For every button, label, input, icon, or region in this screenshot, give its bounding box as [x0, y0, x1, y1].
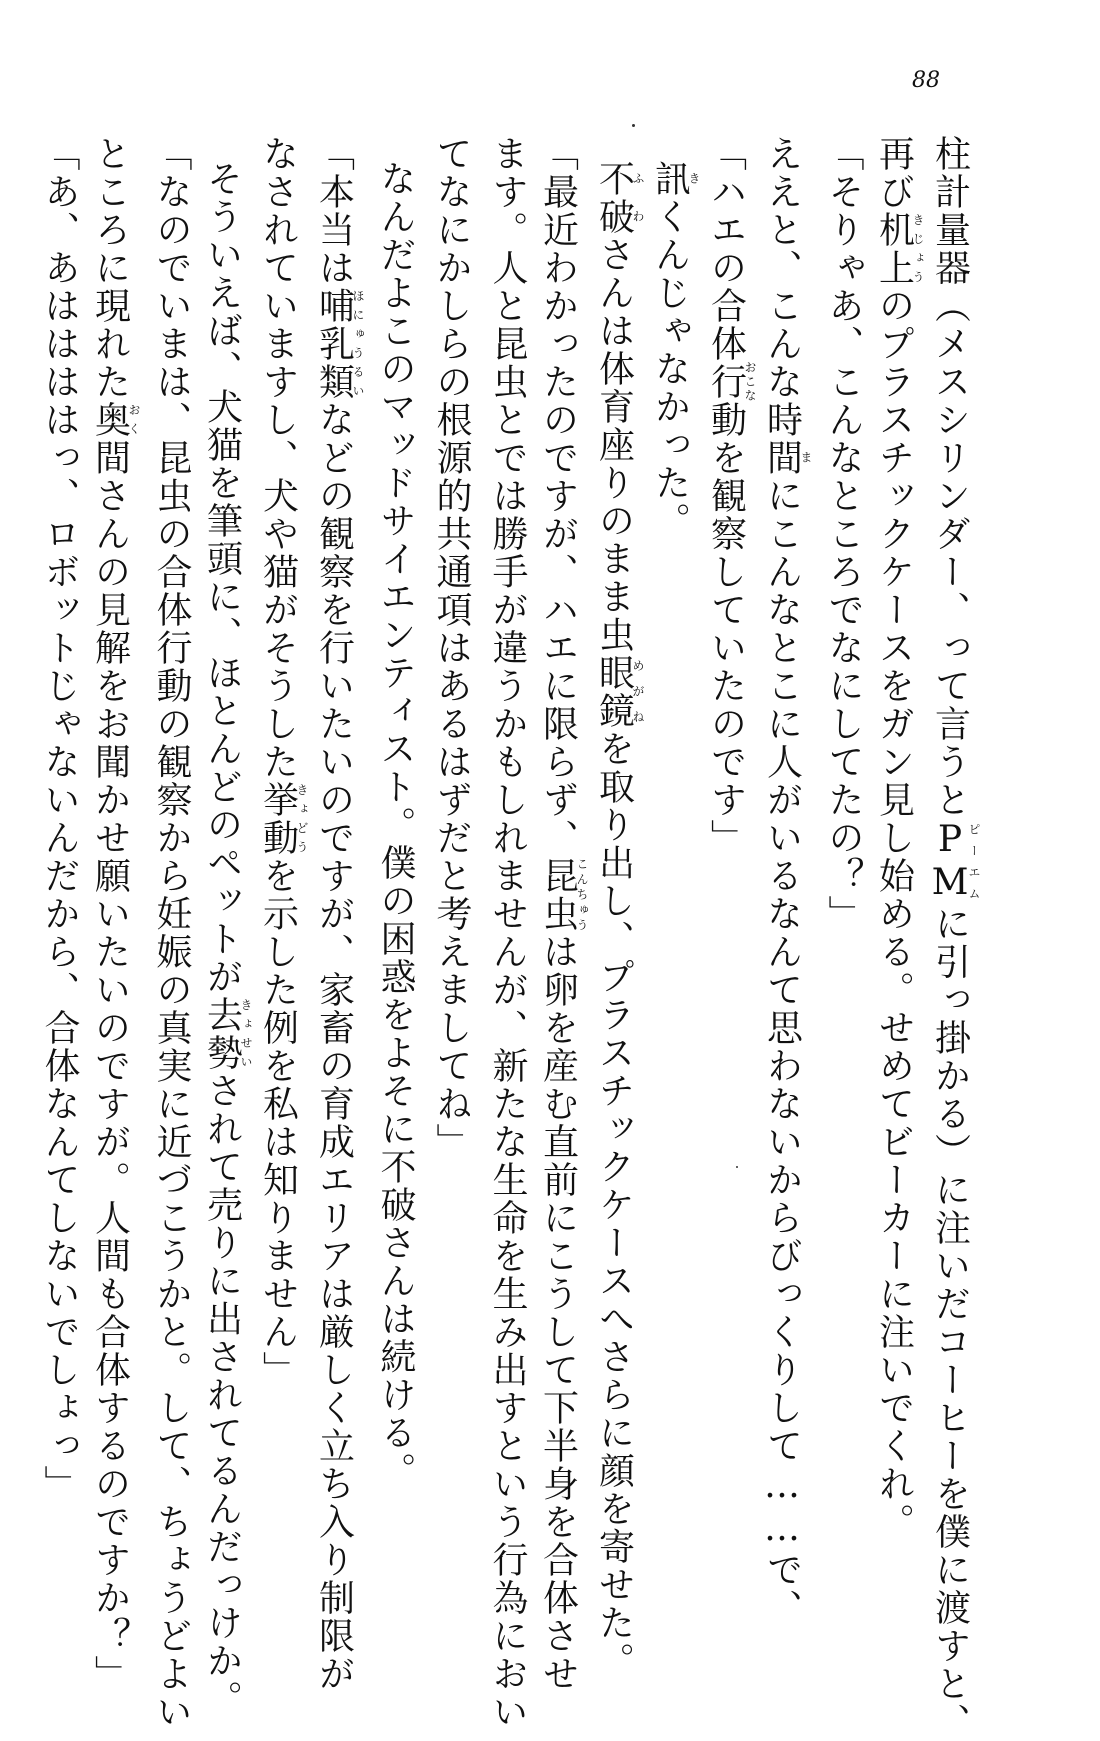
- scan-speck: [736, 1166, 738, 1168]
- ruby-annotation: 間ま: [761, 439, 813, 477]
- ruby-annotation: 挙動きょどう: [257, 781, 309, 857]
- text-line: 「あ、あははははっ、ロボットじゃないんだから、合体なんてしないでしょっ」: [39, 135, 80, 1503]
- text-line: ます。人と昆虫とでは勝手が違うかもしれませんが、新たな生命を生み出すという行為におい: [487, 135, 528, 1731]
- text-line: なんだよこのマッドサイエンティスト。僕の困惑をよそに不破さんは続ける。: [375, 160, 416, 1490]
- text-line: 「最近わかったのですが、ハエに限らず、昆虫こんちゅうは卵を産む直前にこうして下半身を合体させ: [537, 135, 589, 1693]
- ruby-annotation: 訊き: [649, 160, 701, 198]
- ruby-annotation: 哺乳類ほにゅうるい: [313, 287, 365, 401]
- ruby-annotation: 行おこな: [705, 361, 757, 403]
- text-line: 柱計量器（メスシリンダー、って言うとPMピーエムに引っ掛かる）に注いだコーヒーを僕に渡すと、: [929, 135, 981, 1741]
- text-line: ええと、こんな時間まにこんなとこに人がいるなんて思わないからびっくりして……で、: [761, 135, 813, 1627]
- text-line: そういえば、犬猫を筆頭に、ほとんどのペットが去勢きょせいされて売りに出されてるんだっけか。: [201, 160, 253, 1718]
- scan-speck: [632, 124, 635, 127]
- text-line: 「本当は哺乳類ほにゅうるいなどの観察を行いたいのですが、家畜の育成エリアは厳しく立ち入り制限が: [313, 135, 365, 1693]
- page-number: 88: [912, 68, 940, 93]
- ruby-annotation: 去勢きょせい: [201, 996, 253, 1072]
- text-line: 「そりゃあ、こんなところでなにしてたの？」: [823, 135, 864, 933]
- ruby-annotation: 眼鏡めがね: [593, 654, 645, 730]
- text-line: 「なのでいまは、昆虫の合体行動の観察から妊娠の真実に近づこうかと。して、ちょうどよい: [151, 135, 192, 1731]
- ruby-annotation: 机上きじょう: [873, 211, 925, 287]
- text-line: 訊きくんじゃなかった。: [649, 160, 701, 540]
- text-line: 不破ふわさんは体育座りのまま虫眼鏡めがねを取り出し、プラスチックケースへさらに顔を寄せた。: [593, 160, 645, 1680]
- ruby-annotation: 昆虫こんちゅう: [537, 857, 589, 933]
- ruby-annotation: 奥おく: [89, 401, 141, 439]
- text-line: ところに現れた奥おく間さんの見解をお聞かせ願いたいのですが。人間も合体するのですか？」: [89, 135, 141, 1693]
- text-line: 「ハエの合体行おこな動を観察していたのです」: [705, 135, 757, 857]
- text-line: なされていますし、犬や猫がそうした挙動きょどうを示した例を私は知りません」: [257, 135, 309, 1389]
- text-line: 再び机上きじょうのプラスチックケースをガン見し始める。せめてビーカーに注いでくれ。: [873, 135, 925, 1541]
- ruby-annotation: 不破ふわ: [593, 160, 645, 236]
- text-line: てなにかしらの根源的共通項はあるはずだと考えましてね」: [431, 135, 472, 1161]
- ruby-annotation: PMピーエム: [929, 819, 981, 905]
